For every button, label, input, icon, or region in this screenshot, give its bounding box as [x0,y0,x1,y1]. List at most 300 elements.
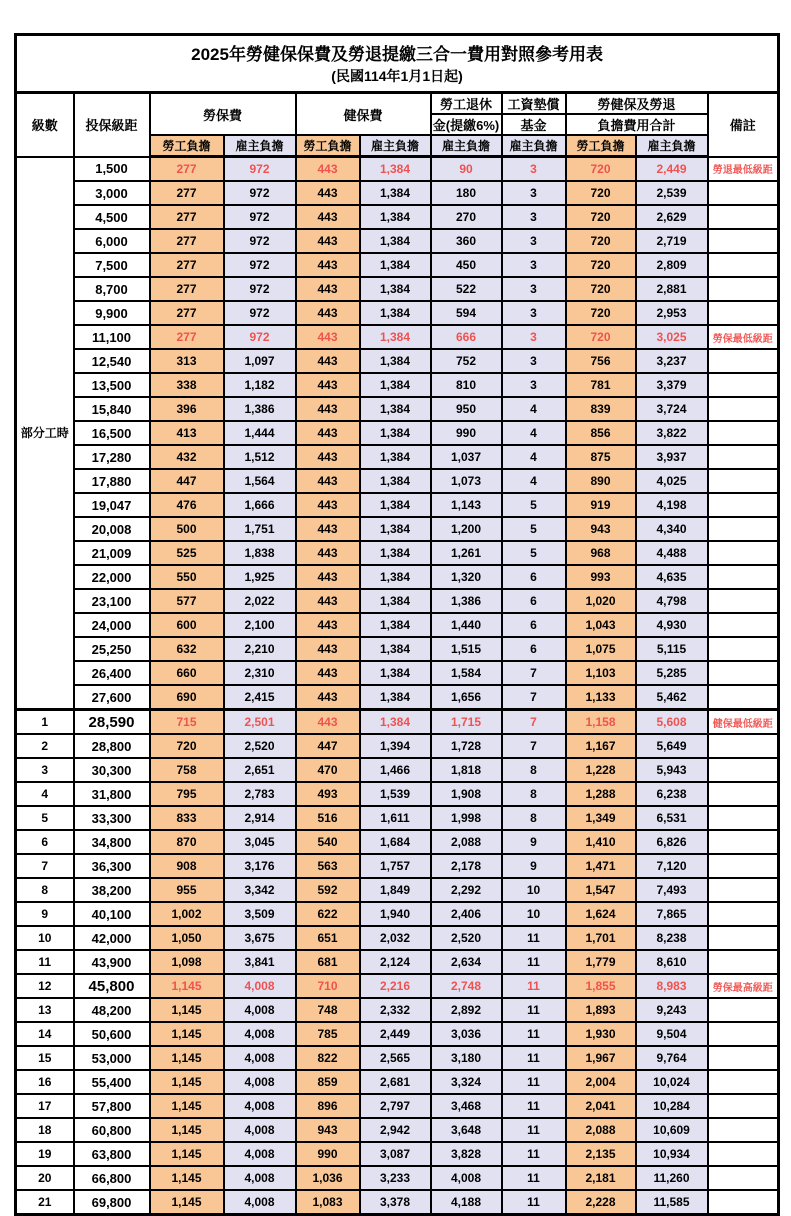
hi-employer-cell: 1,611 [360,806,431,830]
level-cell: 12 [16,974,74,998]
wage-fund-cell: 7 [502,685,566,710]
li-employee-cell: 955 [150,878,224,902]
table-row [16,1142,779,1166]
wage-fund-cell: 11 [502,1118,566,1142]
li-employee-cell: 277 [150,253,224,277]
hi-employee-cell: 443 [296,397,360,421]
wage-fund-cell: 3 [502,325,566,349]
total-employee-cell: 993 [566,565,636,589]
li-employee-cell: 476 [150,493,224,517]
total-employee-cell: 890 [566,469,636,493]
total-employer-cell: 10,024 [636,1070,708,1094]
table-row [16,301,779,325]
total-employee-cell: 1,103 [566,661,636,685]
hi-employer-cell: 1,466 [360,758,431,782]
total-employee-cell: 720 [566,253,636,277]
hi-employee-cell: 443 [296,469,360,493]
hi-employer-cell: 1,384 [360,493,431,517]
wage-fund-cell: 3 [502,181,566,205]
subheader-hi-employer: 雇主負擔 [360,135,431,157]
wage-fund-cell: 11 [502,974,566,998]
header-labor-insurance: 勞保費 [150,93,296,136]
hi-employer-cell: 1,384 [360,637,431,661]
total-employer-cell: 11,260 [636,1166,708,1190]
pension-cell: 1,261 [431,541,502,565]
pension-cell: 950 [431,397,502,421]
li-employer-cell: 4,008 [224,974,296,998]
hi-employer-cell: 1,384 [360,421,431,445]
hi-employer-cell: 1,384 [360,661,431,685]
li-employer-cell: 972 [224,181,296,205]
hi-employee-cell: 896 [296,1094,360,1118]
li-employee-cell: 1,145 [150,1118,224,1142]
table-row [16,1070,779,1094]
pension-cell: 3,468 [431,1094,502,1118]
li-employer-cell: 972 [224,277,296,301]
total-employer-cell: 8,610 [636,950,708,974]
bracket-cell: 28,800 [74,734,150,758]
bracket-cell: 26,400 [74,661,150,685]
total-employee-cell: 2,228 [566,1190,636,1215]
total-employee-cell: 2,181 [566,1166,636,1190]
total-employee-cell: 720 [566,157,636,182]
bracket-cell: 34,800 [74,830,150,854]
hi-employee-cell: 822 [296,1046,360,1070]
table-row [16,1118,779,1142]
pension-cell: 180 [431,181,502,205]
remark-cell [708,854,779,878]
total-employee-cell: 919 [566,493,636,517]
remark-cell [708,806,779,830]
wage-fund-cell: 3 [502,253,566,277]
wage-fund-cell: 10 [502,878,566,902]
hi-employer-cell: 1,384 [360,613,431,637]
remark-cell [708,349,779,373]
wage-fund-cell: 11 [502,1070,566,1094]
pension-cell: 594 [431,301,502,325]
hi-employee-cell: 443 [296,710,360,735]
header-wage-fund-line2: 基金 [502,114,566,135]
hi-employer-cell: 1,539 [360,782,431,806]
table-row [16,445,779,469]
hi-employer-cell: 1,384 [360,325,431,349]
bracket-cell: 57,800 [74,1094,150,1118]
li-employee-cell: 1,145 [150,1166,224,1190]
pension-cell: 2,892 [431,998,502,1022]
table-row [16,373,779,397]
remark-cell: 勞保最高級距 [708,974,779,998]
total-employee-cell: 1,410 [566,830,636,854]
bracket-cell: 36,300 [74,854,150,878]
pension-cell: 1,037 [431,445,502,469]
hi-employer-cell: 3,233 [360,1166,431,1190]
li-employee-cell: 338 [150,373,224,397]
wage-fund-cell: 3 [502,205,566,229]
total-employer-cell: 2,449 [636,157,708,182]
li-employee-cell: 1,145 [150,974,224,998]
wage-fund-cell: 9 [502,830,566,854]
pension-cell: 990 [431,421,502,445]
bracket-cell: 15,840 [74,397,150,421]
li-employee-cell: 1,145 [150,1022,224,1046]
li-employee-cell: 277 [150,229,224,253]
hi-employer-cell: 1,384 [360,565,431,589]
subheader-hi-employee: 勞工負擔 [296,135,360,157]
table-row [16,421,779,445]
level-cell: 2 [16,734,74,758]
total-employee-cell: 2,041 [566,1094,636,1118]
wage-fund-cell: 11 [502,1142,566,1166]
wage-fund-cell: 4 [502,469,566,493]
li-employer-cell: 972 [224,301,296,325]
bracket-cell: 48,200 [74,998,150,1022]
hi-employee-cell: 443 [296,349,360,373]
bracket-cell: 12,540 [74,349,150,373]
pension-cell: 2,088 [431,830,502,854]
li-employee-cell: 758 [150,758,224,782]
pension-cell: 1,656 [431,685,502,710]
hi-employee-cell: 1,083 [296,1190,360,1215]
hi-employee-cell: 443 [296,229,360,253]
bracket-cell: 6,000 [74,229,150,253]
premium-table [14,33,780,1216]
pension-cell: 1,584 [431,661,502,685]
wage-fund-cell: 11 [502,950,566,974]
hi-employee-cell: 443 [296,613,360,637]
level-cell: 14 [16,1022,74,1046]
wage-fund-cell: 9 [502,854,566,878]
wage-fund-cell: 5 [502,517,566,541]
pension-cell: 1,143 [431,493,502,517]
li-employer-cell: 2,022 [224,589,296,613]
hi-employee-cell: 943 [296,1118,360,1142]
table-row [16,998,779,1022]
page-subtitle: (民國114年1月1日起) [331,67,463,84]
remark-cell [708,277,779,301]
hi-employee-cell: 748 [296,998,360,1022]
bracket-cell: 42,000 [74,926,150,950]
hi-employer-cell: 1,384 [360,229,431,253]
pension-cell: 2,406 [431,902,502,926]
pension-cell: 1,073 [431,469,502,493]
pension-cell: 1,320 [431,565,502,589]
table-row [16,926,779,950]
li-employer-cell: 3,509 [224,902,296,926]
level-cell: 13 [16,998,74,1022]
hi-employee-cell: 493 [296,782,360,806]
total-employee-cell: 968 [566,541,636,565]
hi-employee-cell: 540 [296,830,360,854]
pension-cell: 2,292 [431,878,502,902]
li-employee-cell: 577 [150,589,224,613]
hi-employee-cell: 443 [296,157,360,182]
hi-employer-cell: 1,384 [360,397,431,421]
hi-employee-cell: 443 [296,493,360,517]
pension-cell: 1,386 [431,589,502,613]
li-employer-cell: 972 [224,325,296,349]
pension-cell: 1,998 [431,806,502,830]
li-employee-cell: 908 [150,854,224,878]
total-employer-cell: 5,115 [636,637,708,661]
total-employer-cell: 5,462 [636,685,708,710]
hi-employee-cell: 443 [296,685,360,710]
hi-employee-cell: 1,036 [296,1166,360,1190]
level-cell: 9 [16,902,74,926]
total-employee-cell: 720 [566,181,636,205]
remark-cell [708,1094,779,1118]
wage-fund-cell: 11 [502,1094,566,1118]
total-employee-cell: 1,043 [566,613,636,637]
pension-cell: 2,178 [431,854,502,878]
total-employer-cell: 11,585 [636,1190,708,1215]
li-employee-cell: 1,098 [150,950,224,974]
total-employer-cell: 3,379 [636,373,708,397]
total-employee-cell: 720 [566,277,636,301]
hi-employee-cell: 592 [296,878,360,902]
li-employer-cell: 2,210 [224,637,296,661]
table-row [16,205,779,229]
level-cell: 7 [16,854,74,878]
pension-cell: 1,715 [431,710,502,735]
li-employee-cell: 690 [150,685,224,710]
li-employee-cell: 870 [150,830,224,854]
remark-cell [708,373,779,397]
table-row [16,349,779,373]
hi-employer-cell: 1,940 [360,902,431,926]
bracket-cell: 69,800 [74,1190,150,1215]
li-employer-cell: 1,182 [224,373,296,397]
total-employee-cell: 720 [566,205,636,229]
level-cell: 15 [16,1046,74,1070]
hi-employer-cell: 1,384 [360,685,431,710]
table-row [16,710,779,735]
bracket-cell: 23,100 [74,589,150,613]
li-employee-cell: 660 [150,661,224,685]
wage-fund-cell: 7 [502,734,566,758]
pension-cell: 3,036 [431,1022,502,1046]
total-employer-cell: 5,285 [636,661,708,685]
remark-cell [708,950,779,974]
hi-employee-cell: 859 [296,1070,360,1094]
hi-employee-cell: 785 [296,1022,360,1046]
bracket-cell: 55,400 [74,1070,150,1094]
bracket-cell: 53,000 [74,1046,150,1070]
total-employer-cell: 7,865 [636,902,708,926]
pension-cell: 1,515 [431,637,502,661]
li-employee-cell: 720 [150,734,224,758]
table-row [16,517,779,541]
total-employer-cell: 4,635 [636,565,708,589]
total-employer-cell: 10,609 [636,1118,708,1142]
page-title: 2025年勞健保保費及勞退提繳三合一費用對照參考用表 [191,45,603,65]
table-row [16,1094,779,1118]
bracket-cell: 22,000 [74,565,150,589]
total-employee-cell: 720 [566,325,636,349]
table-row [16,157,779,182]
hi-employee-cell: 990 [296,1142,360,1166]
table-body [16,157,779,1215]
remark-cell [708,445,779,469]
li-employer-cell: 3,841 [224,950,296,974]
hi-employer-cell: 1,384 [360,541,431,565]
pension-cell: 90 [431,157,502,182]
remark-cell [708,253,779,277]
header-pension-line2: 金(提繳6%) [431,114,502,135]
remark-cell [708,1190,779,1215]
li-employee-cell: 1,050 [150,926,224,950]
table-row [16,950,779,974]
li-employer-cell: 4,008 [224,1166,296,1190]
wage-fund-cell: 6 [502,565,566,589]
pension-cell: 450 [431,253,502,277]
total-employee-cell: 875 [566,445,636,469]
hi-employee-cell: 516 [296,806,360,830]
bracket-cell: 24,000 [74,613,150,637]
table-row [16,637,779,661]
remark-cell: 勞保最低級距 [708,325,779,349]
li-employer-cell: 1,097 [224,349,296,373]
table-row [16,661,779,685]
wage-fund-cell: 7 [502,710,566,735]
li-employer-cell: 4,008 [224,1094,296,1118]
remark-cell [708,1046,779,1070]
hi-employee-cell: 443 [296,181,360,205]
hi-employer-cell: 1,384 [360,589,431,613]
hi-employee-cell: 710 [296,974,360,998]
level-cell: 19 [16,1142,74,1166]
li-employee-cell: 715 [150,710,224,735]
li-employer-cell: 4,008 [224,1142,296,1166]
table-row [16,1022,779,1046]
pension-cell: 1,908 [431,782,502,806]
total-employer-cell: 9,243 [636,998,708,1022]
pension-cell: 2,748 [431,974,502,998]
total-employer-cell: 7,120 [636,854,708,878]
li-employee-cell: 277 [150,277,224,301]
li-employer-cell: 1,444 [224,421,296,445]
hi-employer-cell: 1,684 [360,830,431,854]
hi-employer-cell: 2,565 [360,1046,431,1070]
remark-cell [708,397,779,421]
total-employer-cell: 2,629 [636,205,708,229]
li-employer-cell: 2,310 [224,661,296,685]
table-row [16,782,779,806]
hi-employee-cell: 622 [296,902,360,926]
bracket-cell: 63,800 [74,1142,150,1166]
total-employee-cell: 1,855 [566,974,636,998]
header-grand-total-line1: 勞健保及勞退 [566,93,708,115]
total-employer-cell: 2,719 [636,229,708,253]
wage-fund-cell: 6 [502,589,566,613]
wage-fund-cell: 3 [502,373,566,397]
total-employee-cell: 1,701 [566,926,636,950]
wage-fund-cell: 3 [502,301,566,325]
li-employer-cell: 4,008 [224,1070,296,1094]
pension-cell: 4,188 [431,1190,502,1215]
table-row [16,253,779,277]
remark-cell [708,541,779,565]
li-employee-cell: 1,145 [150,998,224,1022]
remark-cell [708,181,779,205]
pension-cell: 3,828 [431,1142,502,1166]
table-row [16,685,779,710]
remark-cell: 健保最低級距 [708,710,779,735]
hi-employee-cell: 681 [296,950,360,974]
total-employer-cell: 9,504 [636,1022,708,1046]
total-employee-cell: 1,547 [566,878,636,902]
total-employer-cell: 5,649 [636,734,708,758]
wage-fund-cell: 3 [502,157,566,182]
pension-cell: 270 [431,205,502,229]
hi-employer-cell: 1,384 [360,710,431,735]
pension-cell: 522 [431,277,502,301]
table-row [16,397,779,421]
li-employer-cell: 4,008 [224,1022,296,1046]
hi-employer-cell: 1,384 [360,349,431,373]
li-employee-cell: 1,145 [150,1046,224,1070]
total-employee-cell: 1,471 [566,854,636,878]
table-title-block [16,35,779,93]
hi-employer-cell: 2,032 [360,926,431,950]
bracket-cell: 3,000 [74,181,150,205]
remark-cell [708,421,779,445]
bracket-cell: 25,250 [74,637,150,661]
li-employer-cell: 2,100 [224,613,296,637]
hi-employer-cell: 1,384 [360,445,431,469]
level-cell: 20 [16,1166,74,1190]
bracket-cell: 60,800 [74,1118,150,1142]
hi-employee-cell: 443 [296,565,360,589]
hi-employer-cell: 1,384 [360,469,431,493]
li-employee-cell: 600 [150,613,224,637]
bracket-cell: 31,800 [74,782,150,806]
total-employee-cell: 720 [566,229,636,253]
wage-fund-cell: 11 [502,1166,566,1190]
hi-employer-cell: 1,384 [360,517,431,541]
li-employer-cell: 3,675 [224,926,296,950]
hi-employer-cell: 1,384 [360,373,431,397]
total-employee-cell: 1,349 [566,806,636,830]
premium-reference-sheet [14,33,780,1216]
table-row [16,1190,779,1215]
level-cell: 18 [16,1118,74,1142]
subheader-fund-employer: 雇主負擔 [502,135,566,157]
remark-cell [708,469,779,493]
hi-employee-cell: 443 [296,277,360,301]
bracket-cell: 17,880 [74,469,150,493]
li-employer-cell: 972 [224,205,296,229]
li-employee-cell: 277 [150,325,224,349]
li-employer-cell: 4,008 [224,998,296,1022]
total-employer-cell: 3,937 [636,445,708,469]
li-employee-cell: 550 [150,565,224,589]
remark-cell [708,1166,779,1190]
table-row [16,734,779,758]
subheader-total-employer: 雇主負擔 [636,135,708,157]
bracket-cell: 30,300 [74,758,150,782]
header-level: 級數 [16,93,74,157]
hi-employer-cell: 1,384 [360,205,431,229]
remark-cell [708,902,779,926]
bracket-cell: 40,100 [74,902,150,926]
total-employee-cell: 1,133 [566,685,636,710]
hi-employer-cell: 1,757 [360,854,431,878]
hi-employee-cell: 443 [296,421,360,445]
bracket-cell: 17,280 [74,445,150,469]
remark-cell [708,1022,779,1046]
li-employee-cell: 525 [150,541,224,565]
table-row [16,806,779,830]
